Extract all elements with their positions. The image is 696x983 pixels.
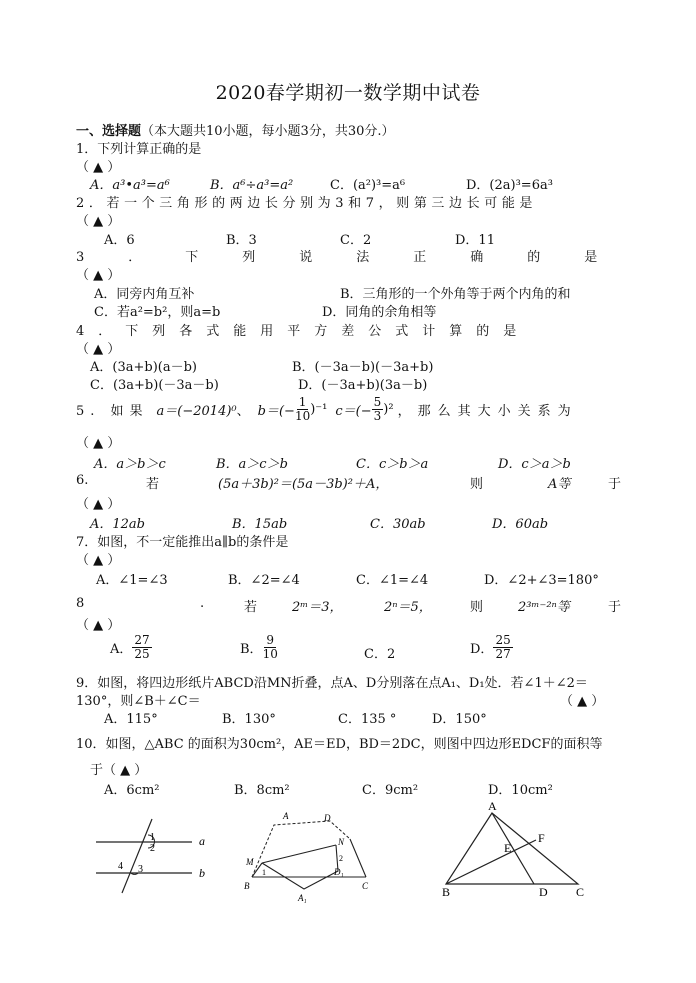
- q10-option-c: C．9cm²: [362, 783, 419, 798]
- q8-b-fraction: [263, 634, 278, 661]
- q3-option-b: B．三角形的一个外角等于两个内角的和: [340, 287, 571, 302]
- q2-answer-mark: （ ▲ ）: [76, 214, 121, 229]
- q7-text: 7．如图，不一定能推出a∥b的条件是: [76, 535, 289, 550]
- q5-sep: 、: [236, 404, 250, 419]
- q6-expr: (5a＋3b)²＝(5a－3b)²＋A，: [218, 477, 389, 492]
- q8-eq3: 2³ᵐ⁻²ⁿ等: [518, 600, 570, 615]
- q8-option-a: [110, 634, 152, 661]
- point-m-label: M: [246, 857, 254, 867]
- q6-answer-mark: （ ▲ ）: [76, 497, 121, 512]
- q1-option-d: D．(2a)³=6a³: [466, 178, 553, 193]
- angle-1-label: 1: [262, 868, 266, 877]
- q7-option-d: D．∠2+∠3=180°: [484, 573, 599, 588]
- triangle-abc: [446, 813, 578, 884]
- q2-option-c: C．2: [340, 233, 372, 248]
- q1-answer-mark: （ ▲ ）: [76, 160, 121, 175]
- q8-eq2: 2ⁿ＝5，: [384, 600, 432, 615]
- q5-text: [76, 396, 578, 423]
- segment-bf: [446, 840, 536, 884]
- q5-b-right: )⁻¹: [310, 402, 328, 417]
- q3-text: 3．下列说法正确的是: [76, 250, 642, 265]
- point-d-label: D: [539, 885, 548, 899]
- q2-text: 2．若一个三角形的两边长分别为3和7，则第三边长可能是: [76, 196, 538, 211]
- q9-option-a: A．115°: [104, 712, 158, 727]
- point-b-label: B: [442, 885, 451, 899]
- q5-c-num: 5: [373, 395, 382, 409]
- q6-option-c: C．30ab: [370, 517, 426, 532]
- q9-option-c: C．135 °: [338, 712, 397, 727]
- q7-option-b: B．∠2=∠4: [228, 573, 300, 588]
- q10-line1: 10．如图，△ABC 的面积为30cm²，AE＝ED，BD＝2DC，则图中四边形EDCF的面积等: [76, 737, 603, 752]
- q8-dot: .: [200, 596, 205, 611]
- q5-b-den: 10: [294, 409, 311, 423]
- point-a-label: A: [283, 811, 289, 821]
- point-c-label: C: [576, 885, 585, 899]
- q4-option-d: D．(－3a+b)(3a－b): [298, 378, 428, 393]
- q7-answer-mark: （ ▲ ）: [76, 553, 121, 568]
- q5-prefix: 5. 如果: [76, 404, 149, 419]
- q8-ze: 则: [470, 600, 484, 615]
- q5-expr-a: a＝(−2014)⁰: [156, 404, 237, 419]
- q1-option-b: B．a⁶÷a³=a²: [210, 178, 294, 193]
- q4-text: 4．下列各式能用平方差公式计算的是: [76, 324, 531, 339]
- line-b-label: b: [199, 866, 205, 880]
- point-n-label: N: [338, 837, 345, 847]
- q9-line2: 130°，则∠B＋∠C＝: [76, 694, 201, 709]
- q1-option-c: C．(a²)³=a⁶: [330, 178, 406, 193]
- q8-answer-mark: （ ▲ ）: [76, 618, 121, 633]
- q8-d-label: D．: [470, 642, 494, 657]
- point-c-label: C: [362, 881, 369, 891]
- q8-b-den: 10: [262, 647, 278, 661]
- q8-d-fraction: [493, 634, 512, 661]
- figure-triangle-abc: [436, 800, 596, 902]
- section-note: （本大题共10小题，每小题3分，共30分.）: [141, 124, 395, 139]
- q4-answer-mark: （ ▲ ）: [76, 342, 121, 357]
- q8-option-b: [240, 634, 278, 661]
- angle-2-label: 2: [150, 843, 155, 854]
- q5-answer-mark: （ ▲ ）: [76, 436, 121, 451]
- q4-option-a: A．(3a+b)(a－b): [90, 360, 197, 375]
- q5-option-c: C．c＞b＞a: [356, 457, 429, 472]
- q1-option-a: A．a³•a³=a⁶: [90, 178, 170, 193]
- q8-option-d: [470, 634, 513, 661]
- q9-line1: 9．如图，将四边形纸片ABCD沿MN折叠，点A、D分别落在点A₁、D₁处．若∠1＋∠2＝: [76, 676, 588, 691]
- q8-d-num: 25: [495, 633, 511, 647]
- point-d1-label: D₁: [334, 867, 344, 877]
- q8-b-num: 9: [266, 633, 275, 647]
- q8-a-fraction: [132, 634, 151, 661]
- q6-option-b: B．15ab: [232, 517, 288, 532]
- transversal: [122, 819, 152, 893]
- q5-suffix: ，那么其大小关系为: [397, 404, 578, 419]
- q5-c-left: c＝(−: [335, 404, 372, 419]
- line-a-label: a: [199, 834, 205, 848]
- q8-b-label: B．: [240, 642, 263, 657]
- q9-option-d: D．150°: [432, 712, 487, 727]
- q4-option-c: C．(3a+b)(－3a－b): [90, 378, 219, 393]
- fold-line-mn: [262, 845, 336, 863]
- q5-c-fraction: [372, 396, 384, 423]
- q2-option-b: B．3: [226, 233, 257, 248]
- angle-2-label: 2: [339, 854, 343, 863]
- angle-1-label: 1: [150, 832, 155, 843]
- q10-option-b: B．8cm²: [234, 783, 290, 798]
- angle-4-label: 4: [118, 861, 123, 872]
- q6-ze: 则: [470, 477, 484, 492]
- q3-option-d: D．同角的余角相等: [322, 305, 437, 320]
- q4-option-b: B．(－3a－b)(－3a+b): [292, 360, 434, 375]
- point-a1-label: A₁: [298, 893, 307, 903]
- q6-option-d: D．60ab: [492, 517, 549, 532]
- edge-nc: [350, 839, 366, 877]
- q5-b-fraction: [295, 396, 310, 423]
- q8-option-c: C．2: [364, 647, 396, 662]
- q8-prefix: 8: [76, 596, 85, 611]
- section-label: 一、选择题: [76, 124, 142, 139]
- q9-answer-mark: （ ▲ ）: [560, 694, 605, 709]
- q6-prefix: 6.: [76, 473, 89, 488]
- q1-text: 1．下列计算正确的是: [76, 142, 202, 157]
- q3-answer-mark: （ ▲ ）: [76, 268, 121, 283]
- q6-a-deng: A等: [548, 477, 571, 492]
- q10-line2: 于（ ▲ ）: [90, 763, 148, 778]
- q9-option-b: B．130°: [222, 712, 276, 727]
- q5-option-b: B．a＞c＞b: [216, 457, 288, 472]
- figure-parallel-lines: [88, 815, 218, 895]
- point-f-label: F: [538, 831, 545, 845]
- figure-folded-quadrilateral: [238, 805, 378, 905]
- q2-option-d: D．11: [455, 233, 495, 248]
- angle-3-label: 3: [138, 864, 143, 875]
- q6-yu: 于: [608, 477, 622, 492]
- q8-eq1: 2ᵐ＝3，: [292, 600, 343, 615]
- q5-c-right: )²: [383, 402, 394, 417]
- folded-edges: [262, 845, 338, 889]
- segment-ad: [492, 813, 534, 884]
- point-d-label: D: [324, 813, 331, 823]
- q8-d-den: 27: [495, 647, 511, 661]
- section-heading: [76, 120, 395, 139]
- point-a-label: A: [488, 800, 497, 813]
- q8-a-label: A．: [110, 642, 133, 657]
- q10-option-d: D．10cm²: [488, 783, 553, 798]
- point-e-label: E: [504, 841, 512, 855]
- q8-a-num: 27: [134, 633, 150, 647]
- q10-option-a: A．6cm²: [104, 783, 160, 798]
- point-b-label: B: [244, 881, 250, 891]
- q5-c-den: 3: [373, 409, 382, 423]
- page-title: 2020春学期初一数学期中试卷: [215, 82, 481, 104]
- q8-ruo: 若: [244, 600, 258, 615]
- q5-option-d: D．c＞a＞b: [498, 457, 571, 472]
- q2-option-a: A．6: [104, 233, 135, 248]
- q5-option-a: A．a＞b＞c: [94, 457, 166, 472]
- q5-b-left: b＝(−: [257, 404, 295, 419]
- q8-a-den: 25: [134, 647, 150, 661]
- q3-option-c: C．若a²=b²，则a=b: [94, 305, 221, 320]
- q3-option-a: A．同旁内角互补: [94, 287, 195, 302]
- q8-yu: 于: [608, 600, 622, 615]
- q6-option-a: A．12ab: [90, 517, 146, 532]
- q6-ruo: 若: [146, 477, 160, 492]
- q7-option-a: A．∠1=∠3: [96, 573, 168, 588]
- q5-b-num: 1: [298, 395, 307, 409]
- q7-option-c: C．∠1=∠4: [356, 573, 429, 588]
